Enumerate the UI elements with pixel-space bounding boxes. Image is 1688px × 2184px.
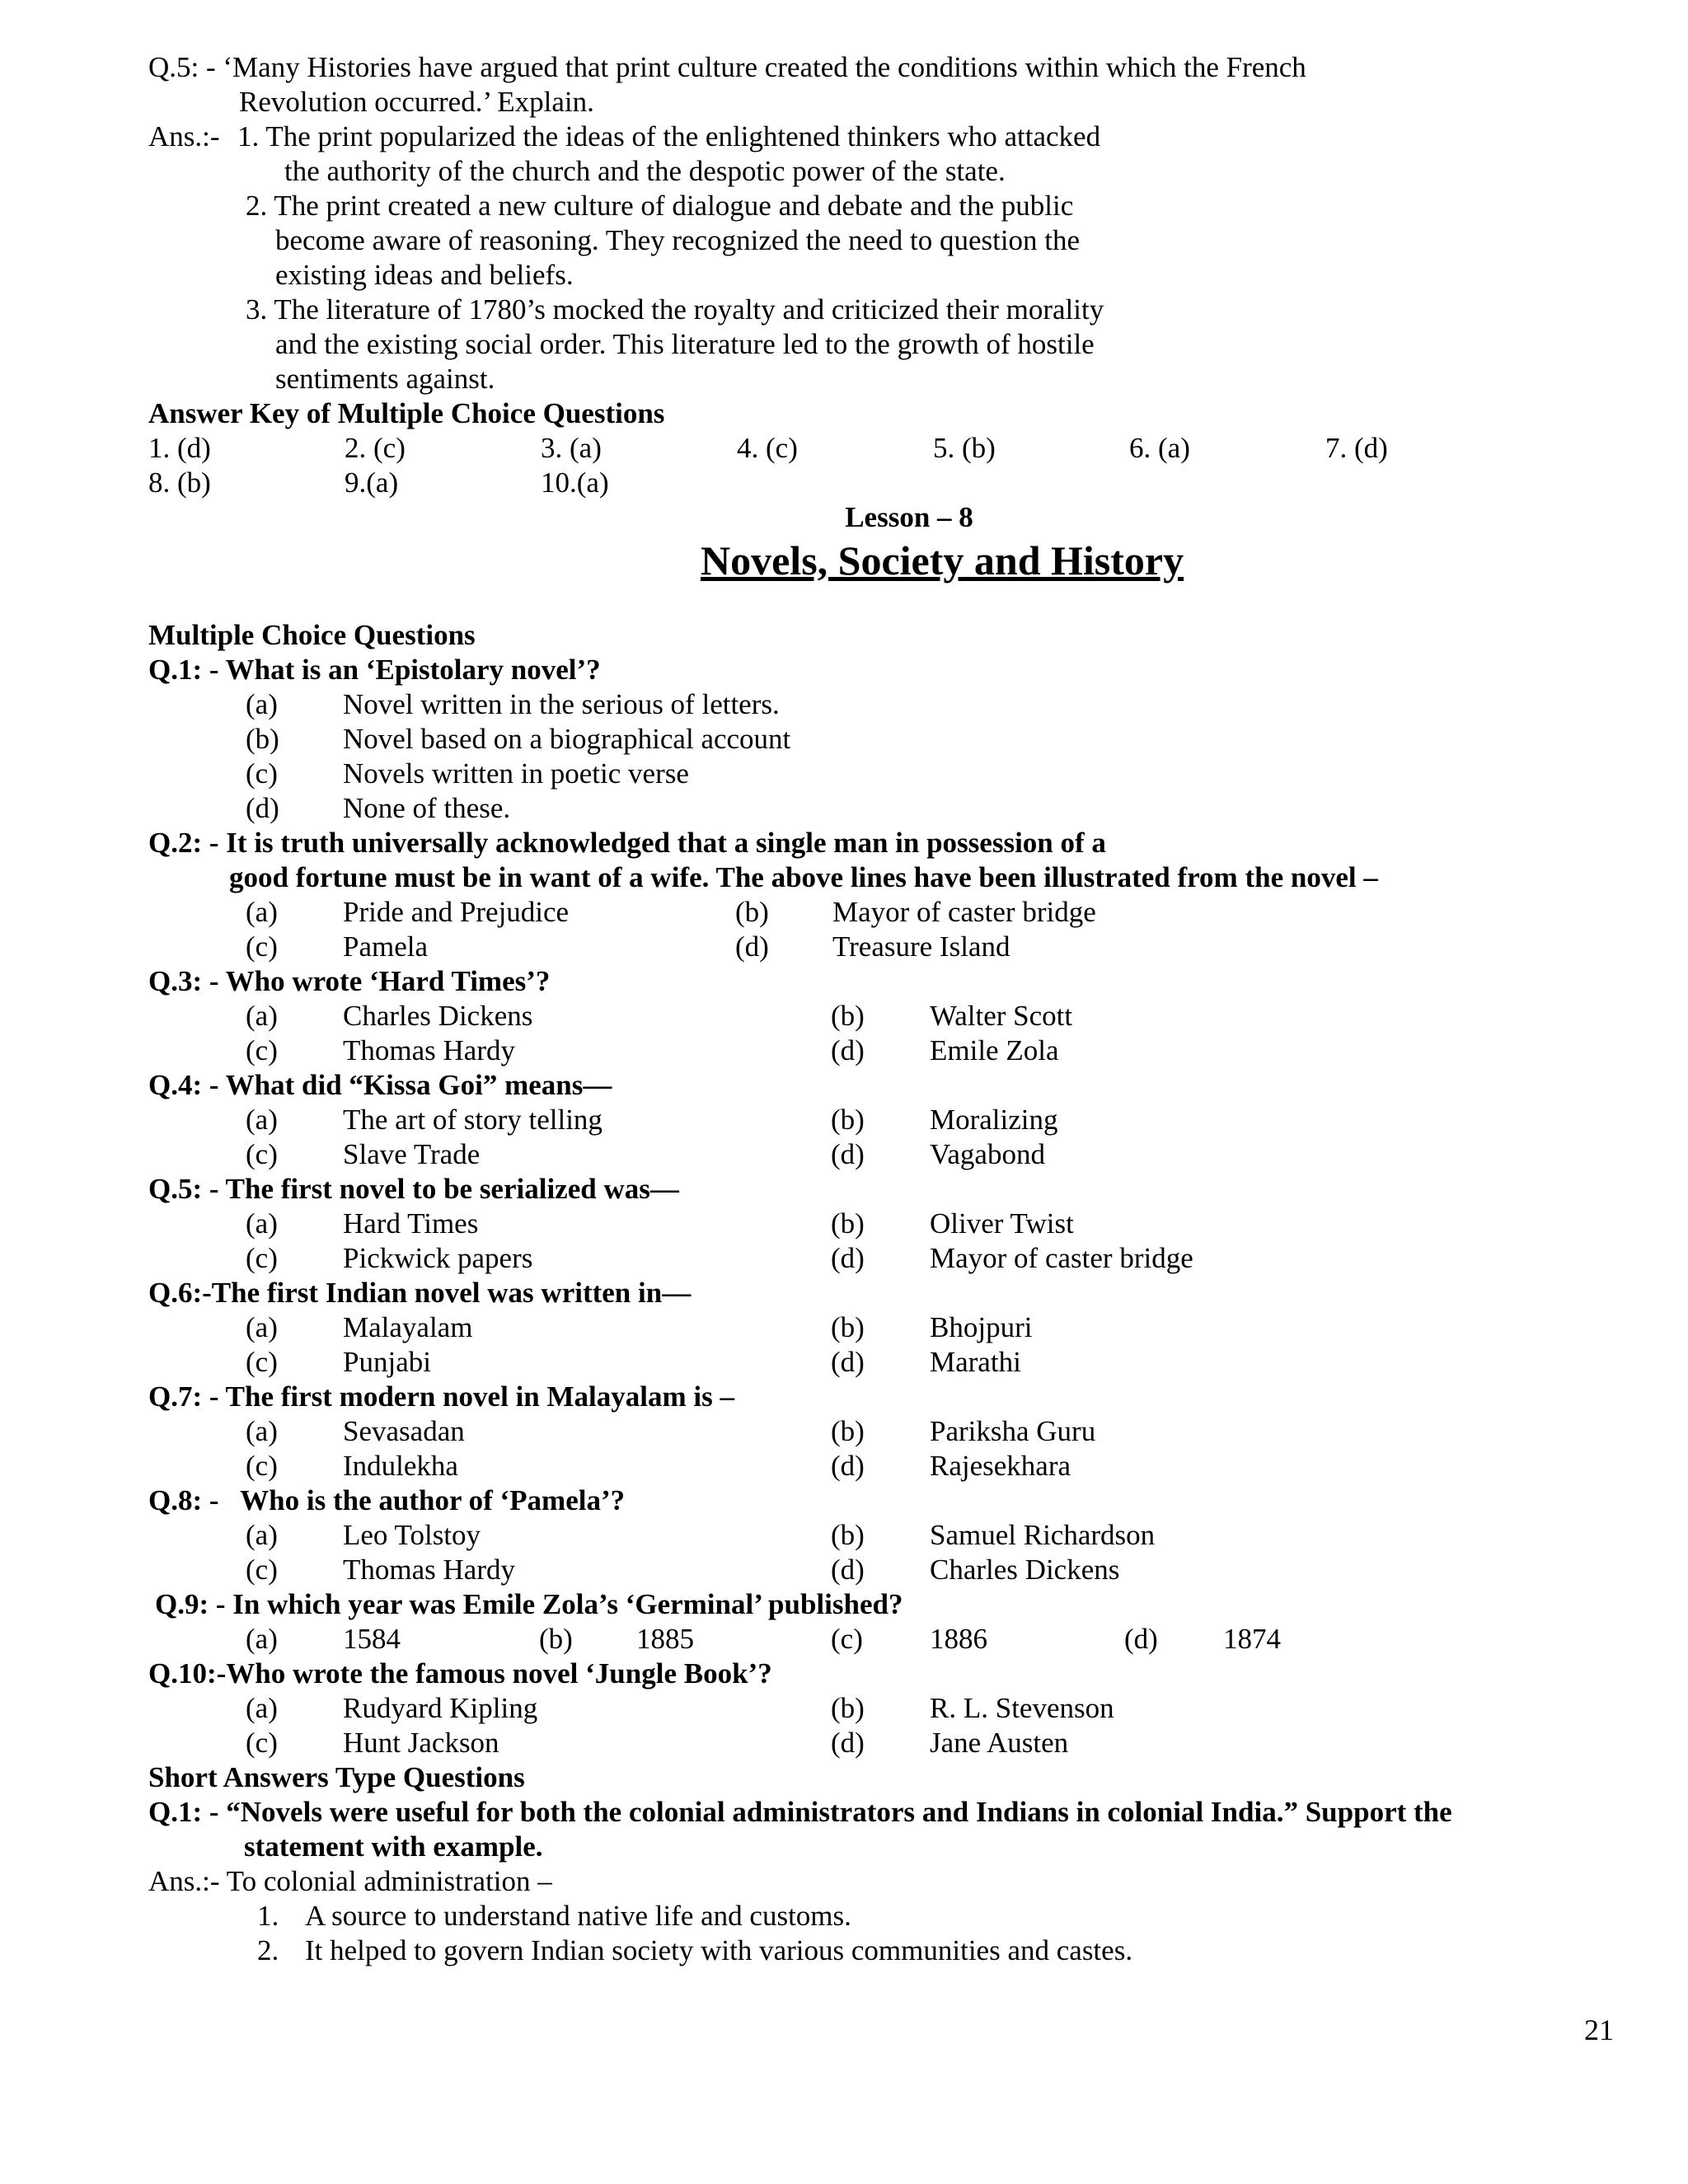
prev-q5-point1-line2: the authority of the church and the despotic power of the state. — [284, 155, 1006, 187]
option-text: Novel written in the serious of letters. — [343, 688, 780, 720]
short-question-1-line1: Q.1: - “Novels were useful for both the colonial administrators and Indians in colonial India.” Support the — [148, 1796, 1452, 1828]
mcq-question-5: Q.5: - The first novel to be serialized was— — [148, 1173, 679, 1205]
list-item: It helped to govern Indian society with various communities and castes. — [305, 1934, 1133, 1966]
option-letter: (a) — [246, 1207, 278, 1240]
option-text: The art of story telling — [343, 1104, 603, 1136]
option-letter: (d) — [1124, 1623, 1158, 1655]
prev-q5-answer-prefix: Ans.:- — [148, 120, 220, 152]
option-text: Vagabond — [930, 1138, 1045, 1170]
answer-key-item: 4. (c) — [737, 432, 798, 464]
option-text: Bhojpuri — [930, 1311, 1033, 1343]
list-item: A source to understand native life and customs. — [305, 1900, 851, 1932]
option-letter: (c) — [246, 1138, 278, 1170]
prev-q5-point3-line2: and the existing social order. This literature led to the growth of hostile — [275, 328, 1095, 360]
option-letter: (c) — [246, 1242, 278, 1274]
answer-key-item: 9.(a) — [345, 466, 399, 499]
list-item-number: 1. — [257, 1900, 279, 1932]
option-letter: (d) — [831, 1450, 865, 1482]
answer-key-item: 6. (a) — [1129, 432, 1190, 464]
option-text: Marathi — [930, 1346, 1021, 1378]
short-answers-heading: Short Answers Type Questions — [148, 1761, 525, 1793]
option-letter: (b) — [831, 1207, 865, 1240]
short-question-1-line2: statement with example. — [244, 1830, 543, 1863]
option-text: Oliver Twist — [930, 1207, 1074, 1240]
option-letter: (d) — [831, 1242, 865, 1274]
mcq-question-7: Q.7: - The first modern novel in Malayalam is – — [148, 1380, 734, 1413]
answer-key-item: 1. (d) — [148, 432, 211, 464]
mcq-question-3: Q.3: - Who wrote ‘Hard Times’? — [148, 965, 551, 997]
option-text: Rudyard Kipling — [343, 1692, 538, 1724]
prev-q5-point2-line3: existing ideas and beliefs. — [275, 259, 574, 291]
option-text: Hunt Jackson — [343, 1727, 499, 1759]
answer-key-item: 10.(a) — [541, 466, 609, 499]
option-letter: (d) — [831, 1346, 865, 1378]
option-letter: (d) — [831, 1138, 865, 1170]
mcq-question-8: Q.8: - Who is the author of ‘Pamela’? — [148, 1484, 626, 1516]
option-letter: (d) — [246, 792, 279, 824]
answer-key-item: 7. (d) — [1325, 432, 1388, 464]
option-text: Samuel Richardson — [930, 1519, 1156, 1551]
option-text: Novels written in poetic verse — [343, 757, 689, 790]
mcq-question-2-line1: Q.2: - It is truth universally acknowledged that a single man in possession of a — [148, 827, 1106, 859]
prev-q5-point3-line3: sentiments against. — [275, 363, 495, 395]
option-letter: (a) — [246, 1692, 278, 1724]
option-letter: (c) — [246, 930, 278, 963]
option-text: None of these. — [343, 792, 511, 824]
option-text: Thomas Hardy — [343, 1034, 515, 1066]
lesson-title: Novels, Society and History — [701, 537, 1184, 583]
option-letter: (a) — [246, 688, 278, 720]
option-letter: (a) — [246, 1000, 278, 1032]
option-text: Novel based on a biographical account — [343, 723, 791, 755]
option-letter: (d) — [831, 1727, 865, 1759]
option-letter: (d) — [735, 930, 769, 963]
option-letter: (b) — [831, 1692, 865, 1724]
mcq-question-4: Q.4: - What did “Kissa Goi” means— — [148, 1069, 612, 1101]
option-letter: (c) — [831, 1623, 863, 1655]
answer-key-item: 8. (b) — [148, 466, 211, 499]
option-text: 1874 — [1223, 1623, 1281, 1655]
answer-key-heading: Answer Key of Multiple Choice Questions — [148, 397, 665, 429]
option-text: Punjabi — [343, 1346, 431, 1378]
prev-q5-point2-line2: become aware of reasoning. They recognized the need to question the — [275, 224, 1081, 256]
prev-q5-question-line2: Revolution occurred.’ Explain. — [239, 86, 594, 118]
list-item-number: 2. — [257, 1934, 279, 1966]
option-letter: (b) — [831, 1415, 865, 1447]
mcq-heading: Multiple Choice Questions — [148, 619, 476, 651]
option-letter: (d) — [831, 1554, 865, 1586]
option-text: 1584 — [343, 1623, 401, 1655]
prev-q5-point3-line1: 3. The literature of 1780’s mocked the royalty and criticized their morality — [246, 293, 1104, 326]
option-letter: (b) — [831, 1104, 865, 1136]
option-text: Moralizing — [930, 1104, 1058, 1136]
option-text: Pickwick papers — [343, 1242, 533, 1274]
option-text: Sevasadan — [343, 1415, 465, 1447]
option-letter: (a) — [246, 1623, 278, 1655]
option-letter: (d) — [831, 1034, 865, 1066]
option-text: Thomas Hardy — [343, 1554, 515, 1586]
answer-key-item: 2. (c) — [345, 432, 406, 464]
option-text: Mayor of caster bridge — [930, 1242, 1193, 1274]
option-text: Pride and Prejudice — [343, 896, 570, 928]
option-letter: (a) — [246, 896, 278, 928]
option-text: Pamela — [343, 930, 429, 963]
option-text: Hard Times — [343, 1207, 479, 1240]
option-letter: (b) — [831, 1519, 865, 1551]
answer-key-item: 5. (b) — [933, 432, 996, 464]
option-letter: (c) — [246, 1034, 278, 1066]
mcq-question-9: Q.9: - In which year was Emile Zola’s ‘Germinal’ published? — [155, 1588, 903, 1620]
option-text: Leo Tolstoy — [343, 1519, 481, 1551]
option-text: Walter Scott — [930, 1000, 1073, 1032]
option-letter: (b) — [246, 723, 279, 755]
page-number: 21 — [1584, 2013, 1614, 2046]
option-text: Mayor of caster bridge — [832, 896, 1096, 928]
mcq-question-1: Q.1: - What is an ‘Epistolary novel’? — [148, 654, 601, 686]
option-letter: (a) — [246, 1104, 278, 1136]
option-text: Pariksha Guru — [930, 1415, 1096, 1447]
answer-key-item: 3. (a) — [541, 432, 602, 464]
option-text: Charles Dickens — [930, 1554, 1120, 1586]
option-letter: (c) — [246, 1346, 278, 1378]
mcq-question-10: Q.10:-Who wrote the famous novel ‘Jungle Book’? — [148, 1657, 772, 1690]
option-text: Slave Trade — [343, 1138, 481, 1170]
option-letter: (c) — [246, 1450, 278, 1482]
option-letter: (b) — [831, 1311, 865, 1343]
mcq-question-6: Q.6:-The first Indian novel was written in— — [148, 1277, 692, 1309]
short-answer-1-intro: Ans.:- To colonial administration – — [148, 1865, 552, 1897]
prev-q5-point1-line1: 1. The print popularized the ideas of the enlightened thinkers who attacked — [237, 120, 1101, 152]
option-text: Indulekha — [343, 1450, 458, 1482]
option-letter: (a) — [246, 1311, 278, 1343]
prev-q5-question-line1: Q.5: - ‘Many Histories have argued that print culture created the conditions within which the French — [148, 51, 1306, 83]
option-text: Charles Dickens — [343, 1000, 533, 1032]
option-letter: (b) — [735, 896, 769, 928]
prev-q5-point2-line1: 2. The print created a new culture of dialogue and debate and the public — [246, 190, 1074, 222]
option-letter: (a) — [246, 1519, 278, 1551]
option-text: Jane Austen — [930, 1727, 1069, 1759]
option-letter: (b) — [831, 1000, 865, 1032]
option-text: 1886 — [930, 1623, 987, 1655]
option-letter: (a) — [246, 1415, 278, 1447]
mcq-question-2-line2: good fortune must be in want of a wife. The above lines have been illustrated from the novel – — [229, 861, 1378, 893]
option-letter: (c) — [246, 757, 278, 790]
lesson-number: Lesson – 8 — [845, 501, 973, 533]
option-text: R. L. Stevenson — [930, 1692, 1114, 1724]
option-text: 1885 — [636, 1623, 694, 1655]
option-letter: (c) — [246, 1727, 278, 1759]
option-text: Malayalam — [343, 1311, 473, 1343]
option-letter: (c) — [246, 1554, 278, 1586]
option-text: Emile Zola — [930, 1034, 1059, 1066]
option-letter: (b) — [539, 1623, 573, 1655]
option-text: Treasure Island — [832, 930, 1010, 963]
option-text: Rajesekhara — [930, 1450, 1071, 1482]
